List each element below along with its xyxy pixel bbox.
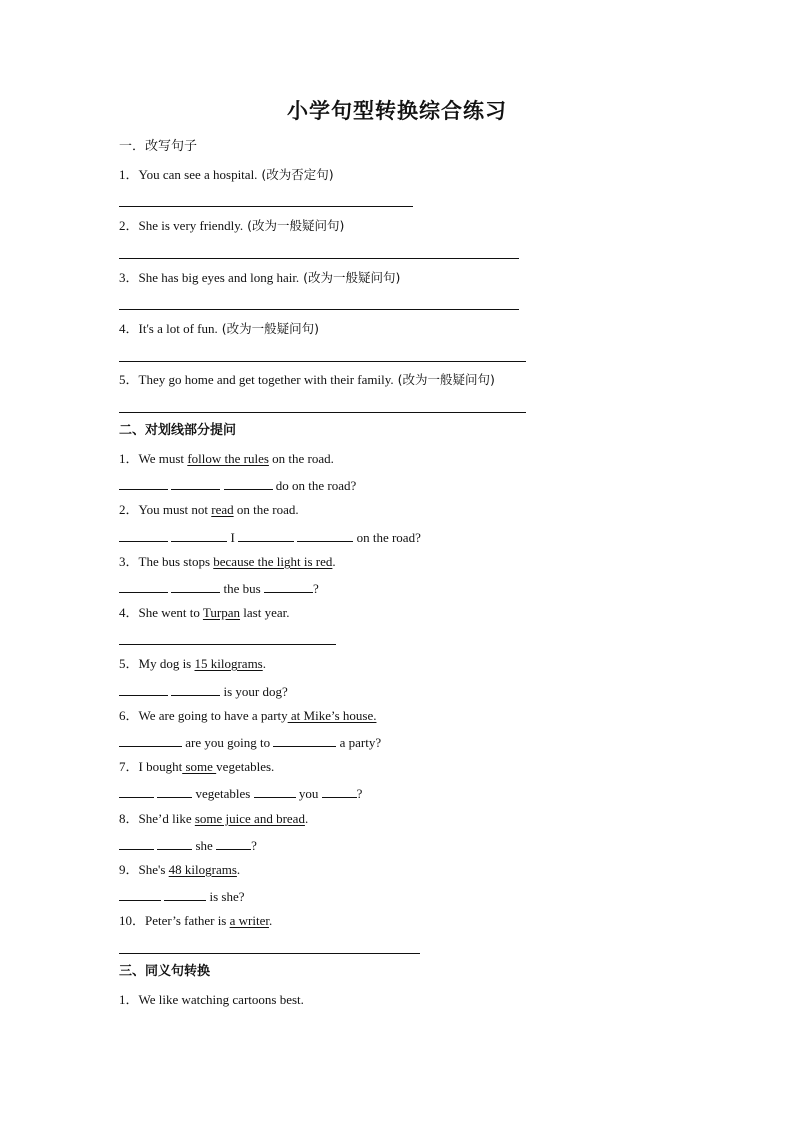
question-2-1 [119,450,334,468]
answer-blank [254,784,296,798]
answer-blank [157,836,192,850]
question-number: 9． [119,862,139,877]
question-instruction: (改为一般疑问句) [299,270,401,285]
answer-text: a party? [336,735,382,750]
question-text: . [304,811,309,826]
answer-text: ? [312,581,319,596]
question-number: 4． [119,321,139,336]
answer-blank [119,476,168,490]
answer-2-1 [119,476,356,495]
answer-blank [171,528,227,542]
question-number: 5． [119,656,139,671]
question-2-2 [119,501,299,519]
question-number: 2． [119,502,139,517]
question-2-7 [119,758,274,776]
answer-text: the bus [220,581,264,596]
answer-2-6 [119,733,381,752]
question-2-10 [119,912,272,930]
question-number: 4． [119,605,139,620]
question-text: Peter’s father is [145,913,230,928]
answer-line [119,258,519,259]
question-2-5 [119,655,266,673]
question-1-4 [119,320,319,338]
question-1-1 [119,166,334,184]
answer-blank [224,476,273,490]
question-1-3 [119,269,400,287]
underlined-part: because the light is red [213,554,333,569]
answer-blank [119,528,168,542]
question-1-5 [119,371,495,389]
question-text: . [268,913,273,928]
answer-text: is your dog? [220,684,288,699]
question-text: We like watching cartoons best. [138,992,304,1007]
question-text: I bought [138,759,183,774]
question-number: 5． [119,372,139,387]
question-text: . [262,656,266,671]
question-instruction: (改为一般疑问句) [243,218,345,233]
answer-text: are you going to [182,735,274,750]
question-text: She has big eyes and long hair. [138,270,300,285]
question-text: The bus stops [138,554,214,569]
underlined-part: follow the rules [187,451,269,466]
answer-blank [238,528,294,542]
question-number: 1． [119,451,139,466]
answer-2-9 [119,887,245,906]
question-number: 1． [119,167,139,182]
answer-blank [157,784,192,798]
question-number: 3． [119,270,139,285]
answer-text: ? [356,786,363,801]
answer-blank [297,528,353,542]
question-2-9 [119,861,240,879]
answer-blank [119,836,154,850]
answer-blank [216,836,251,850]
question-instruction: (改为否定句) [257,167,334,182]
question-text: You can see a hospital. [138,167,258,182]
section-heading-question: 二、对划线部分提问 [119,423,237,438]
question-2-6 [119,707,376,725]
question-2-8 [119,810,308,828]
question-text: She’d like [138,811,195,826]
underlined-part: 48 kilograms [168,862,237,877]
underlined-part: some juice and bread [194,811,305,826]
answer-blank [322,784,357,798]
question-number: 6． [119,708,139,723]
answer-line [119,644,336,645]
answer-text: ? [251,838,257,853]
answer-blank [119,784,154,798]
answer-text: vegetables [192,786,254,801]
answer-blank [119,682,168,696]
answer-line [119,309,519,310]
question-number: 2． [119,218,139,233]
question-text: last year. [240,605,290,620]
question-text: vegetables. [216,759,275,774]
underlined-part: Turpan [202,605,241,620]
answer-blank [171,579,220,593]
answer-text: she [192,838,217,853]
question-3-1 [119,991,304,1009]
question-1-2 [119,217,344,235]
answer-text: do on the road? [272,478,357,493]
question-text: It's a lot of fun. [138,321,218,336]
answer-text: is she? [206,889,245,904]
answer-line [119,412,526,413]
answer-text: you [295,786,322,801]
question-text: My dog is [138,656,195,671]
underlined-part: a writer [229,913,269,928]
answer-2-3 [119,579,319,598]
section-heading-rewrite: 一．改写句子 [119,139,198,154]
question-number: 10． [119,913,146,928]
answer-2-7 [119,784,362,803]
question-number: 7． [119,759,139,774]
answer-2-2 [119,528,421,547]
answer-2-5 [119,682,288,701]
answer-blank [264,579,313,593]
question-2-3 [119,553,336,571]
answer-line [119,361,526,362]
question-text: on the road. [268,451,334,466]
question-number: 8． [119,811,139,826]
question-text: She's [138,862,169,877]
question-2-4 [119,604,289,622]
question-text: We are going to have a party [138,708,288,723]
question-text: She went to [138,605,203,620]
answer-blank [164,887,206,901]
answer-blank [171,476,220,490]
answer-blank [119,733,182,747]
answer-line [119,953,420,954]
question-text: . [236,862,241,877]
question-text: They go home and get together with their family. [138,372,394,387]
underlined-part: 15 kilograms [194,656,263,671]
answer-text: I [227,530,239,545]
question-instruction: (改为一般疑问句) [393,372,495,387]
question-text: on the road. [233,502,299,517]
question-text: She is very friendly. [138,218,244,233]
section-heading-synonym: 三、同义句转换 [119,964,211,979]
answer-text: on the road? [353,530,421,545]
question-text: . [332,554,336,569]
answer-line [119,206,413,207]
question-instruction: (改为一般疑问句) [217,321,319,336]
answer-2-8 [119,836,257,855]
question-number: 3． [119,554,139,569]
question-number: 1． [119,992,139,1007]
answer-blank [119,887,161,901]
answer-blank [119,579,168,593]
answer-blank [171,682,220,696]
question-text: We must [138,451,188,466]
answer-blank [273,733,336,747]
underlined-part: at Mike’s house. [287,708,377,723]
page-title: 小学句型转换综合练习 [287,98,507,123]
underlined-part: read [211,502,234,517]
underlined-part: some [182,759,217,774]
question-text: You must not [138,502,212,517]
